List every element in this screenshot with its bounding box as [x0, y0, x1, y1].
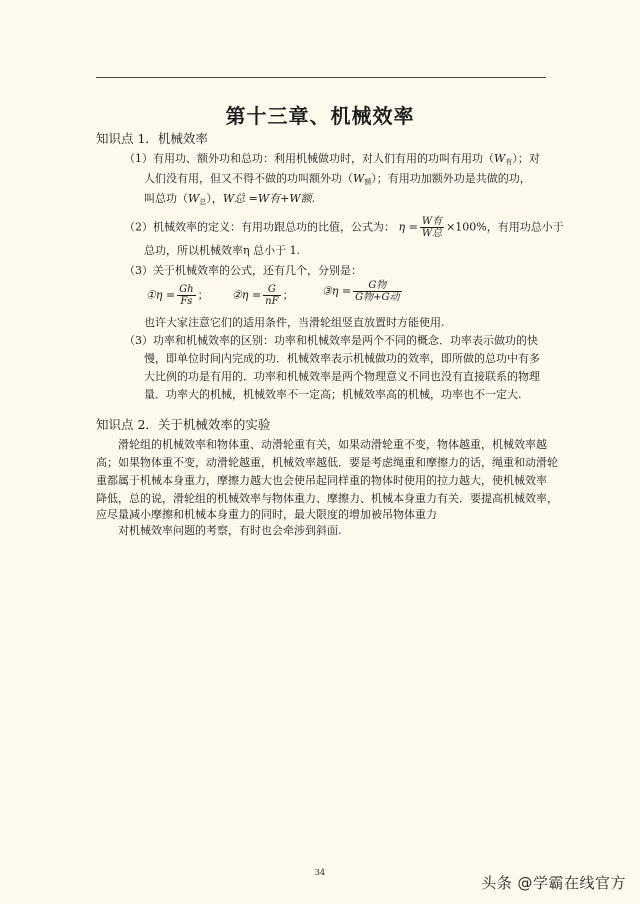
- p3-line1: （3）关于机械效率的公式，还有几个，分别是：: [124, 264, 362, 277]
- efficiency-fraction: $\frac{\text{W有}}{\text{W总}}$: [421, 216, 443, 239]
- p1-line1: （1）有用功、额外功和总功：利用机械做功时，对人们有用的功叫有用功$(W_有)$；对: [124, 152, 540, 166]
- formula-2: ②η = $\frac{G}{nF}$ ；: [232, 284, 294, 307]
- s2-line4: 降低，总的说，滑轮组的机械效率与物体重力、摩擦力、机械本身重力有关．要提高机械效率，: [96, 492, 558, 505]
- s2-line6: 对机械效率问题的考察，有时也会牵涉到斜面.: [118, 524, 342, 537]
- p4-line3: 大比例的功是有用的．功率和机械效率是两个物理意义不同也没有直接联系的物理: [144, 370, 540, 383]
- header-rule: [96, 77, 546, 78]
- p1-line2: 人们没有用，但又不得不做的功叫额外功$(W_额)$；有用功加额外功是共做的功，: [144, 172, 531, 186]
- p2-line1: （2）机械效率的定义：有用功跟总功的比值，公式为： η = $\frac{\text{W有}}{\text{W总}}$ ×100%，有用功总小于: [124, 216, 564, 239]
- p4-line1: （3）功率和机械效率的区别：功率和机械效率是两个不同的概念．功率表示做功的快: [124, 334, 538, 347]
- p4-line4: 量．功率大的机械，机械效率不一定高；机械效率高的机械，功率也不一定大.: [144, 388, 522, 401]
- p3-note: 也许大家注意它们的适用条件，当滑轮组竖直放置时方能使用.: [144, 316, 445, 329]
- total-work-equation: W总 =W有+W额.: [222, 192, 316, 205]
- s2-line2: 高；如果物体重不变，动滑轮越重，机械效率越低．要是考虑绳重和摩擦力的话，绳重和动滑轮: [96, 456, 558, 469]
- watermark: 头条 @学霸在线官方: [481, 874, 626, 892]
- formula-3: ③η = $\frac{\text{G物}}{\text{G物+G动}}$: [322, 280, 400, 303]
- formula-1: ①η = $\frac{Gh}{Fs}$ ；: [146, 284, 209, 307]
- section1-heading: 知识点 1．机械效率: [96, 131, 208, 146]
- s2-line5: 应尽量减小摩擦和机械本身重力的同时，最大限度的增加被吊物体重力: [96, 508, 437, 521]
- s2-line1: 滑轮组的机械效率和物体重、动滑轮重有关，如果动滑轮重不变，物体越重，机械效率越: [118, 438, 547, 451]
- s2-line3: 重都属于机械本身重力，摩擦力越大也会使吊起同样重的物体时使用的拉力越大，使机械效率: [96, 474, 547, 487]
- p1-line3: 叫总功$(W_总)$，W总 =W有+W额.: [144, 192, 316, 206]
- section2-heading: 知识点 2．关于机械效率的实验: [96, 417, 271, 432]
- chapter-title: 第十三章、机械效率: [225, 104, 415, 128]
- page-number: 34: [314, 868, 326, 877]
- p2-line2: 总功，所以机械效率η 总小于 1.: [144, 244, 301, 257]
- p4-line2: 慢，即单位时间内完成的功．机械效率表示机械做功的效率，即所做的总功中有多: [144, 352, 540, 365]
